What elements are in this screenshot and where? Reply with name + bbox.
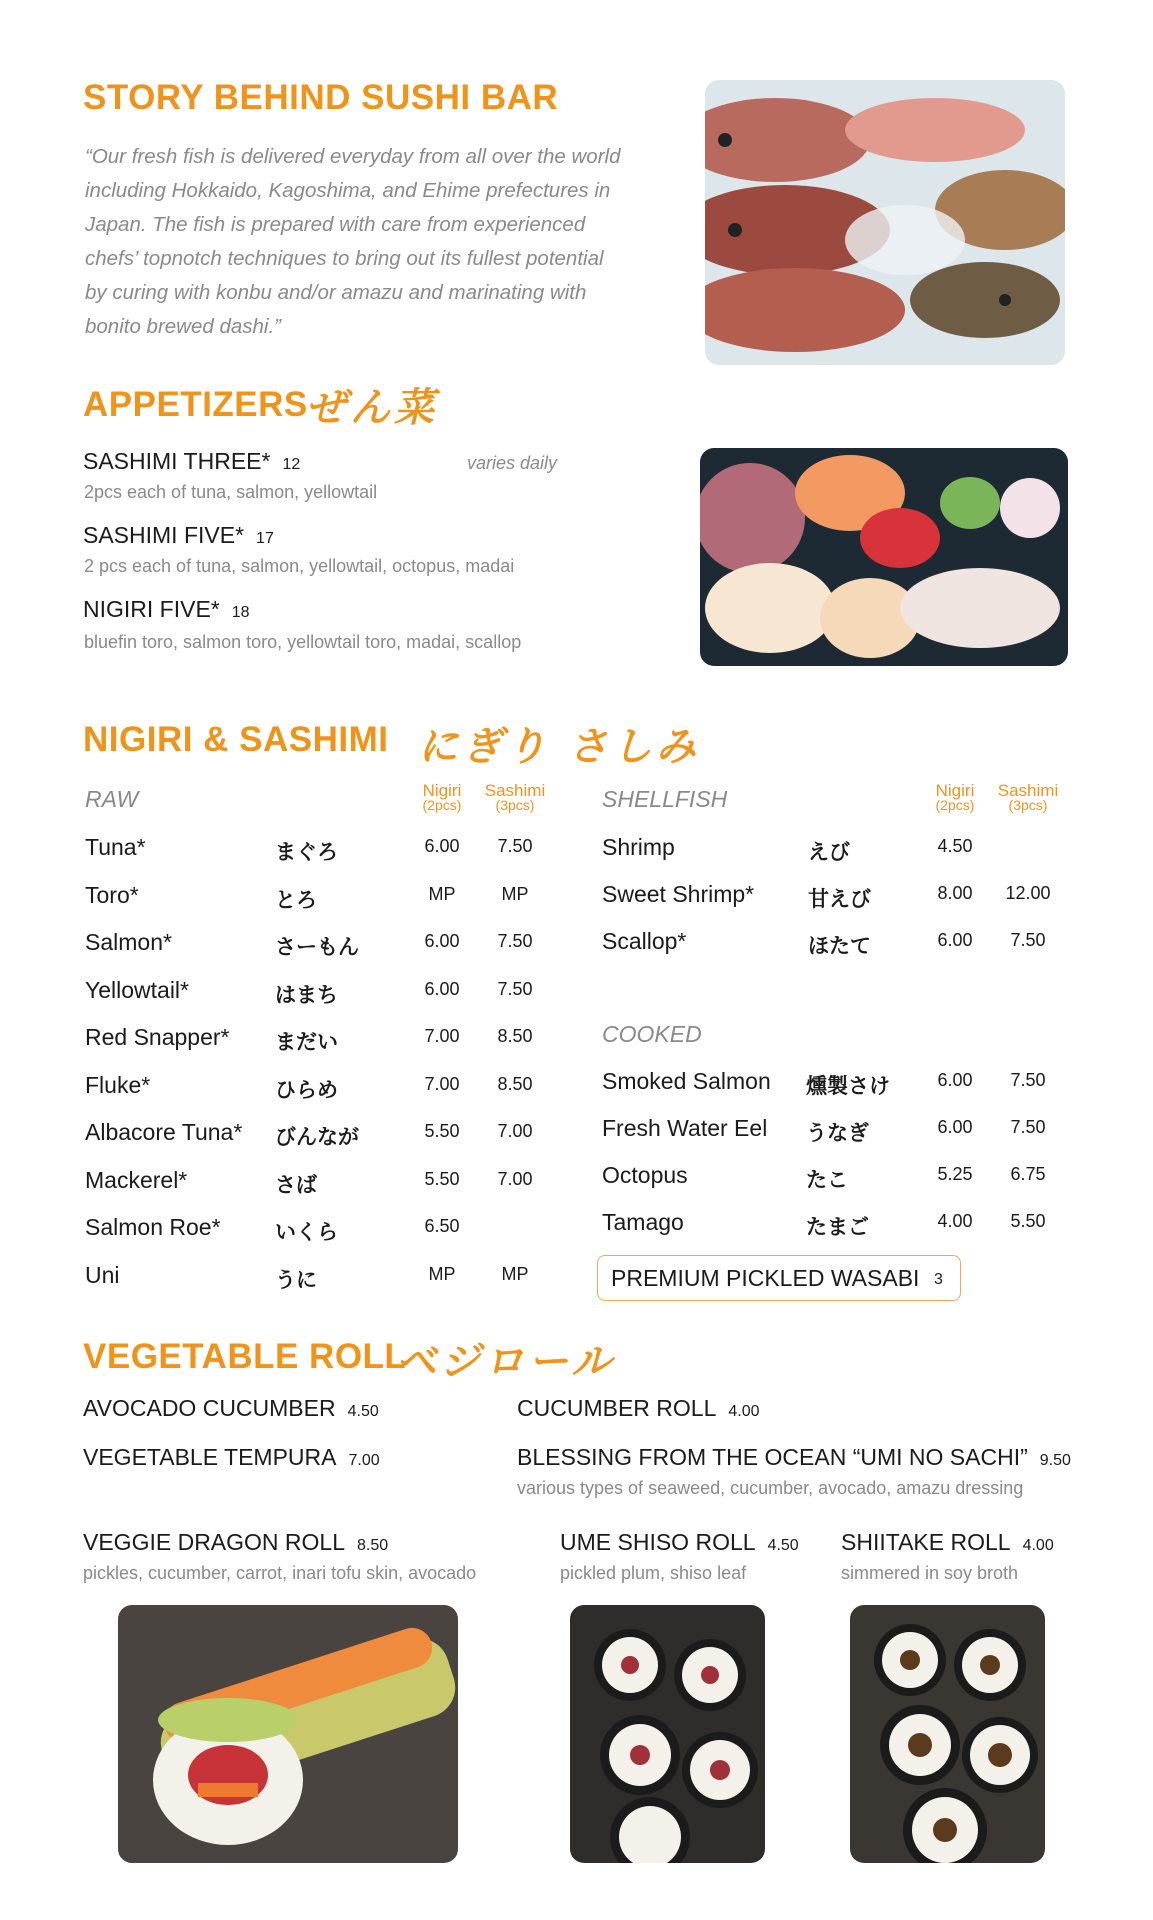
- nigiri-title-jp: にぎり さしみ: [418, 724, 700, 770]
- raw-heading: RAW: [85, 786, 139, 812]
- item-name-jp: うに: [275, 1267, 317, 1292]
- appetizer-name: SASHIMI THREE*: [83, 448, 271, 474]
- veg-item: [841, 1529, 1054, 1556]
- item-name: Smoked Salmon: [602, 1068, 771, 1094]
- sashimi-price: 7.00: [497, 1121, 533, 1141]
- nigiri-price: MP: [428, 883, 456, 904]
- sashimi-price: 7.50: [1010, 1070, 1046, 1090]
- col-sashimi-sub: (3pcs): [495, 797, 535, 813]
- veg-item: [560, 1529, 799, 1556]
- shellfish-heading: SHELLFISH: [602, 786, 728, 812]
- veggie-dragon-roll-photo: [118, 1605, 458, 1863]
- veg-price: 7.00: [348, 1452, 380, 1469]
- nigiri-price: 7.00: [424, 1026, 460, 1046]
- veg-price: 4.00: [728, 1403, 760, 1420]
- item-name: Shrimp: [602, 834, 675, 860]
- veg-item: [83, 1395, 379, 1422]
- item-name-jp: さば: [275, 1172, 317, 1197]
- item-name-jp: ほたて: [808, 934, 871, 958]
- appetizer-desc: 2pcs each of tuna, salmon, yellowtail: [84, 482, 378, 502]
- veg-item: [83, 1444, 380, 1471]
- veg-name: UME SHISO ROLL: [560, 1529, 756, 1555]
- veg-item: [517, 1395, 760, 1422]
- item-name: Tuna*: [85, 834, 146, 860]
- nigiri-price: 4.00: [937, 1211, 973, 1231]
- nigiri-price: 6.00: [937, 930, 973, 950]
- col-nigiri-label: Nigiri: [422, 781, 462, 800]
- sashimi-price: 5.50: [1010, 1211, 1046, 1231]
- ume-shiso-roll-photo: [570, 1605, 765, 1863]
- item-name-jp: びんなが: [275, 1125, 359, 1149]
- veg-name: VEGGIE DRAGON ROLL: [83, 1529, 346, 1555]
- sashimi-price: 7.50: [497, 836, 533, 856]
- nigiri-price: 6.00: [937, 1070, 973, 1090]
- appetizers-title-jp: ぜん菜: [306, 385, 438, 431]
- appetizer-name: SASHIMI FIVE*: [83, 522, 245, 548]
- veg-name: AVOCADO CUCUMBER: [83, 1395, 336, 1421]
- item-name: Uni: [85, 1261, 120, 1288]
- wasabi-name: PREMIUM PICKLED WASABI: [611, 1265, 920, 1291]
- appetizer-desc: bluefin toro, salmon toro, yellowtail toro, madai, scallop: [84, 632, 522, 652]
- appetizer-price: 17: [256, 530, 274, 547]
- cooked-heading: COOKED: [602, 1021, 702, 1047]
- story-title: STORY BEHIND SUSHI BAR: [83, 78, 559, 117]
- shellfish-nigiri-header: [915, 783, 995, 813]
- veg-name: CUCUMBER ROLL: [517, 1395, 717, 1421]
- item-name-jp: とろ: [275, 887, 317, 912]
- veg-desc: pickles, cucumber, carrot, inari tofu skin, avocado: [83, 1563, 477, 1583]
- nigiri-price: 8.00: [937, 883, 973, 903]
- veg-desc: various types of seaweed, cucumber, avocado, amazu dressing: [517, 1478, 1024, 1498]
- veg-name: SHIITAKE ROLL: [841, 1529, 1011, 1555]
- raw-sashimi-header: [475, 783, 555, 813]
- item-name-jp: さーもん: [275, 935, 359, 959]
- sashimi-price: MP: [501, 1263, 529, 1284]
- nigiri-price: 5.25: [937, 1164, 973, 1184]
- shellfish-sashimi-header: [988, 783, 1068, 813]
- appetizers-note: varies daily: [467, 453, 558, 473]
- col-sashimi-label: Sashimi: [484, 781, 546, 800]
- nigiri-price: 5.50: [424, 1168, 460, 1189]
- shiitake-roll-photo: [850, 1605, 1045, 1863]
- appetizer-price: 12: [282, 456, 301, 473]
- sashimi-price: 8.50: [497, 1026, 533, 1046]
- sashimi-price: 7.50: [497, 978, 533, 999]
- col-sashimi-label: Sashimi: [997, 781, 1059, 800]
- item-name: Albacore Tuna*: [85, 1119, 243, 1145]
- nigiri-price: 6.00: [424, 931, 460, 951]
- col-nigiri-label: Nigiri: [935, 781, 975, 800]
- sashimi-price: 6.75: [1010, 1164, 1046, 1184]
- nigiri-price: 7.00: [424, 1073, 460, 1094]
- veg-price: 4.50: [347, 1403, 379, 1420]
- wasabi-price: 3: [934, 1271, 943, 1288]
- raw-nigiri-header: [402, 783, 482, 813]
- story-text: “Our fresh fish is delivered everyday from all over the world including Hokkaido, Kagoshima, and Ehime prefectures in Japan. The fish is prepared with care from experienced chefs’ topnotch techniques to bring out its fullest potential by curing with konbu and/or amazu and marinating with bonito brewed dashi.”: [85, 145, 621, 338]
- veg-price: 4.00: [1022, 1537, 1054, 1554]
- item-name: Red Snapper*: [85, 1024, 230, 1050]
- veg-price: 4.50: [767, 1537, 799, 1554]
- appetizer-price: 18: [231, 604, 250, 621]
- item-name: Fresh Water Eel: [602, 1115, 768, 1141]
- veg-name: VEGETABLE TEMPURA: [83, 1444, 337, 1470]
- sashimi-price: 7.50: [1010, 1117, 1046, 1137]
- nigiri-price: 6.00: [424, 978, 460, 999]
- item-name-jp: はまち: [275, 982, 338, 1007]
- veg-title: VEGETABLE ROLL: [83, 1337, 407, 1376]
- veg-name: BLESSING FROM THE OCEAN “UMI NO SACHI”: [517, 1444, 1028, 1470]
- item-name-jp: たまご: [806, 1215, 869, 1239]
- item-name: Tamago: [602, 1209, 684, 1235]
- veg-price: 8.50: [357, 1537, 389, 1554]
- sashimi-price: 7.50: [497, 931, 533, 951]
- item-name: Mackerel*: [85, 1166, 188, 1193]
- appetizer-name: NIGIRI FIVE*: [83, 596, 220, 622]
- item-name: Fluke*: [85, 1071, 151, 1098]
- item-name: Salmon Roe*: [85, 1214, 221, 1240]
- nigiri-price: MP: [428, 1263, 456, 1284]
- appetizers-title: APPETIZERS: [83, 385, 308, 424]
- col-nigiri-sub: (2pcs): [422, 797, 462, 813]
- veg-price: 9.50: [1039, 1452, 1071, 1469]
- col-nigiri-sub: (2pcs): [935, 797, 975, 813]
- veg-desc: simmered in soy broth: [841, 1563, 1019, 1583]
- appetizer-item: [83, 596, 250, 623]
- sashimi-price: MP: [501, 883, 529, 904]
- sashimi-platter-photo: [700, 448, 1068, 666]
- veg-title-jp: ベジロール: [396, 1339, 616, 1385]
- sashimi-price: 7.00: [497, 1168, 533, 1189]
- nigiri-title: NIGIRI & SASHIMI: [83, 720, 389, 759]
- item-name: Salmon*: [85, 929, 172, 955]
- item-name-jp: えび: [808, 840, 850, 864]
- nigiri-price: 6.50: [424, 1216, 460, 1236]
- item-name: Scallop*: [602, 928, 687, 954]
- item-name-jp: たこ: [806, 1168, 848, 1192]
- col-sashimi-sub: (3pcs): [1008, 797, 1048, 813]
- nigiri-price: 5.50: [424, 1121, 460, 1141]
- sashimi-price: 8.50: [497, 1073, 533, 1094]
- item-name-jp: うなぎ: [806, 1121, 869, 1145]
- item-name: Toro*: [85, 881, 139, 908]
- item-name: Yellowtail*: [85, 976, 189, 1003]
- veg-item: [517, 1444, 1071, 1471]
- veg-desc: pickled plum, shiso leaf: [560, 1563, 747, 1583]
- sashimi-price: 12.00: [1005, 883, 1051, 903]
- item-name-jp: まだい: [275, 1030, 338, 1054]
- sashimi-price: 7.50: [1010, 930, 1046, 950]
- veg-item: [83, 1529, 388, 1556]
- premium-wasabi-box: [597, 1255, 961, 1301]
- item-name-jp: まぐろ: [275, 840, 338, 864]
- item-name-jp: いくら: [275, 1220, 338, 1244]
- appetizer-desc: 2 pcs each of tuna, salmon, yellowtail, octopus, madai: [84, 556, 515, 576]
- appetizer-item: [83, 448, 300, 475]
- item-name-jp: 燻製さけ: [806, 1074, 890, 1098]
- item-name-jp: 甘えび: [808, 887, 871, 911]
- appetizer-item: [83, 522, 274, 549]
- nigiri-price: 6.00: [937, 1117, 973, 1137]
- nigiri-price: 6.00: [424, 836, 460, 856]
- item-name: Octopus: [602, 1162, 688, 1188]
- item-name: Sweet Shrimp*: [602, 881, 755, 907]
- fresh-fish-photo: [705, 80, 1065, 365]
- item-name-jp: ひらめ: [275, 1077, 338, 1102]
- nigiri-price: 4.50: [937, 836, 973, 856]
